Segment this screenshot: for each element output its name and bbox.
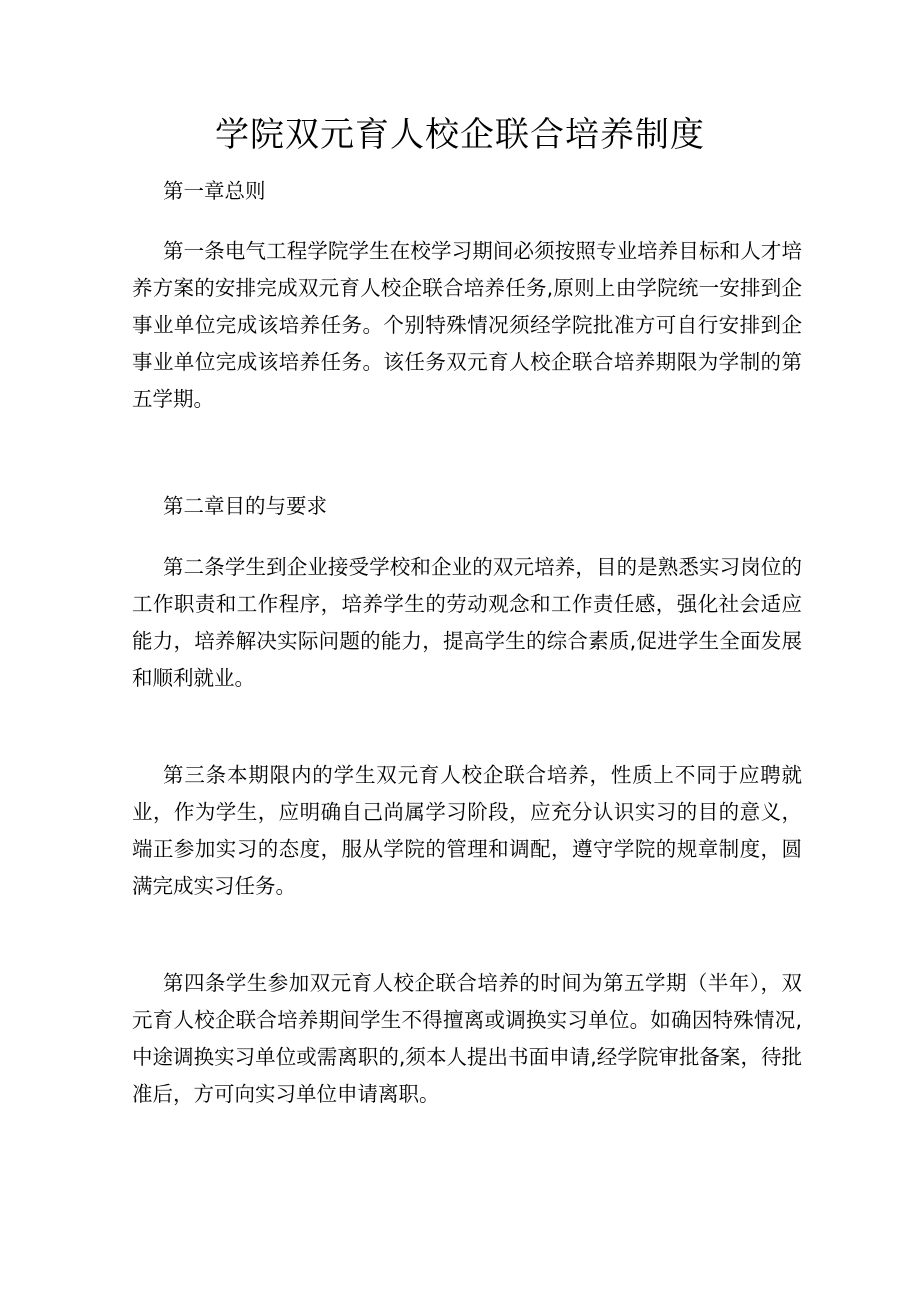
document-title: 学院双元育人校企联合培养制度 bbox=[215, 115, 705, 155]
article-4-paragraph: 第四条学生参加双元育人校企联合培养的时间为第五学期（半年），双元育人校企联合培养期间学生不得擅离或调换实习单位。如确因特殊情况,中途调换实习单位或需离职的,须本人提出书面申请,经学院审批备案，待批准后，方可向实习单位申请离职。 bbox=[132, 971, 802, 1106]
chapter-1-heading: 第一章总则 bbox=[163, 179, 266, 203]
article-2-paragraph: 第二条学生到企业接受学校和企业的双元培养，目的是熟悉实习岗位的工作职责和工作程序，培养学生的劳动观念和工作责任感，强化社会适应能力，培养解决实际问题的能力，提高学生的综合素质,促进学生全面发展和顺利就业。 bbox=[132, 555, 802, 690]
chapter-2-heading: 第二章目的与要求 bbox=[163, 494, 327, 518]
article-3-paragraph: 第三条本期限内的学生双元育人校企联合培养，性质上不同于应聘就业，作为学生，应明确自己尚属学习阶段，应充分认识实习的目的意义，端正参加实习的态度，服从学院的管理和调配，遵守学院的规章制度，圆满完成实习任务。 bbox=[132, 763, 802, 898]
article-1-paragraph: 第一条电气工程学院学生在校学习期间必须按照专业培养目标和人才培养方案的安排完成双元育人校企联合培养任务,原则上由学院统一安排到企事业单位完成该培养任务。个别特殊情况须经学院批准方可自行安排到企事业单位完成该培养任务。该任务双元育人校企联合培养期限为学制的第五学期。 bbox=[132, 239, 802, 411]
